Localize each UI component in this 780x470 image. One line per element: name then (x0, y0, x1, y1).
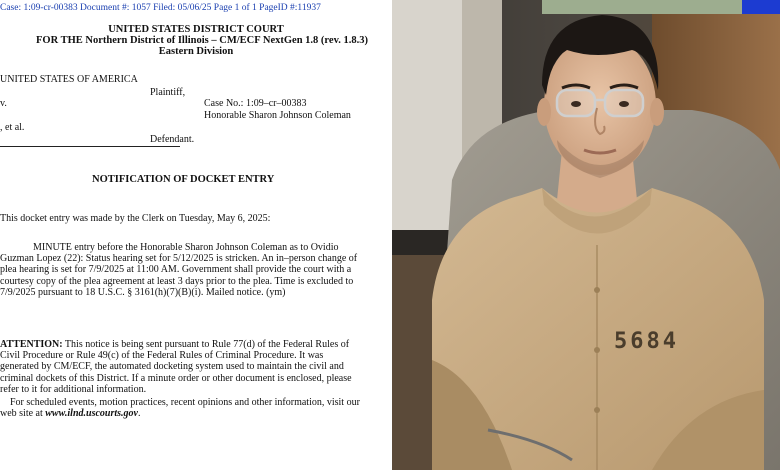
ear (537, 98, 551, 126)
court-district: FOR THE Northern District of Illinois – CM/ECF NextGen 1.8 (rev. 1.8.3) (36, 35, 368, 46)
minute-line: courtesy copy of the plea agreement at least 3 days prior to the plea. Time is excluded to (0, 275, 354, 287)
caption-divider (0, 146, 180, 147)
defendant-label: Defendant. (150, 134, 195, 145)
minute-line: 7/9/2025 pursuant to 18 U.S.C. § 3161(h)(7)(B)(i). Mailed notice. (ym) (0, 286, 286, 298)
defendant-photo (392, 0, 780, 470)
eye-right (619, 101, 629, 107)
court-division: Eastern Division (158, 46, 234, 57)
court-website-link[interactable]: www.ilnd.uscourts.gov (45, 408, 138, 420)
minute-entry (0, 242, 392, 298)
attention-line: generated by CM/ECF, the automated docketing system used to maintain the civil and (0, 361, 344, 373)
entry-intro: This docket entry was made by the Clerk on Tuesday, May 6, 2025: (0, 213, 271, 224)
schedule-suffix: . (137, 408, 141, 420)
schedule-line: For scheduled events, motion practices, recent opinions and other information, visit our (10, 397, 360, 408)
attention-line: refer to it for additional information. (0, 383, 147, 395)
judge-name: Honorable Sharon Johnson Coleman (204, 110, 351, 121)
attention-notice (0, 339, 392, 395)
document-header: Case: 1:09-cr-00383 Document #: 1057 Filed: 05/06/25 Page 1 of 1 PageID #:11937 (0, 3, 321, 13)
party-usa: UNITED STATES OF AMERICA (0, 74, 138, 85)
button (594, 407, 600, 413)
button (594, 347, 600, 353)
ear (650, 98, 664, 126)
et-al: , et al. (0, 122, 25, 133)
schedule-info (0, 397, 392, 419)
case-number: Case No.: 1:09–cr–00383 (204, 98, 307, 109)
court-name: UNITED STATES DISTRICT COURT (108, 24, 284, 35)
plaintiff-label: Plaintiff, (150, 87, 186, 98)
schedule-prefix: web site at (0, 408, 46, 420)
minute-line: plea hearing is set for 7/9/2025 at 11:00 AM. Government shall provide the court with a (0, 264, 352, 276)
attention-line: Civil Procedure or Rule 49(c) of the Federal Rules of Criminal Procedure. It was (0, 350, 324, 362)
minute-line: MINUTE entry before the Honorable Sharon Johnson Coleman as to Ovidio (33, 242, 339, 253)
top-window (542, 0, 742, 14)
attention-label: ATTENTION: (0, 339, 63, 350)
versus: v. (0, 98, 7, 109)
minute-line: Guzman Lopez (22): Status hearing set for 5/12/2025 is stricken. An in–person change of (0, 253, 358, 265)
eye-left (571, 101, 581, 107)
attention-line: criminal dockets of this District. If a minute order or other document is enclosed, please (0, 372, 352, 384)
button (594, 287, 600, 293)
attention-line: This notice is being sent pursuant to Rule 77(d) of the Federal Rules of (62, 339, 350, 350)
document-title: NOTIFICATION OF DOCKET ENTRY (92, 174, 275, 185)
shirt-number: 5684 (614, 329, 679, 354)
